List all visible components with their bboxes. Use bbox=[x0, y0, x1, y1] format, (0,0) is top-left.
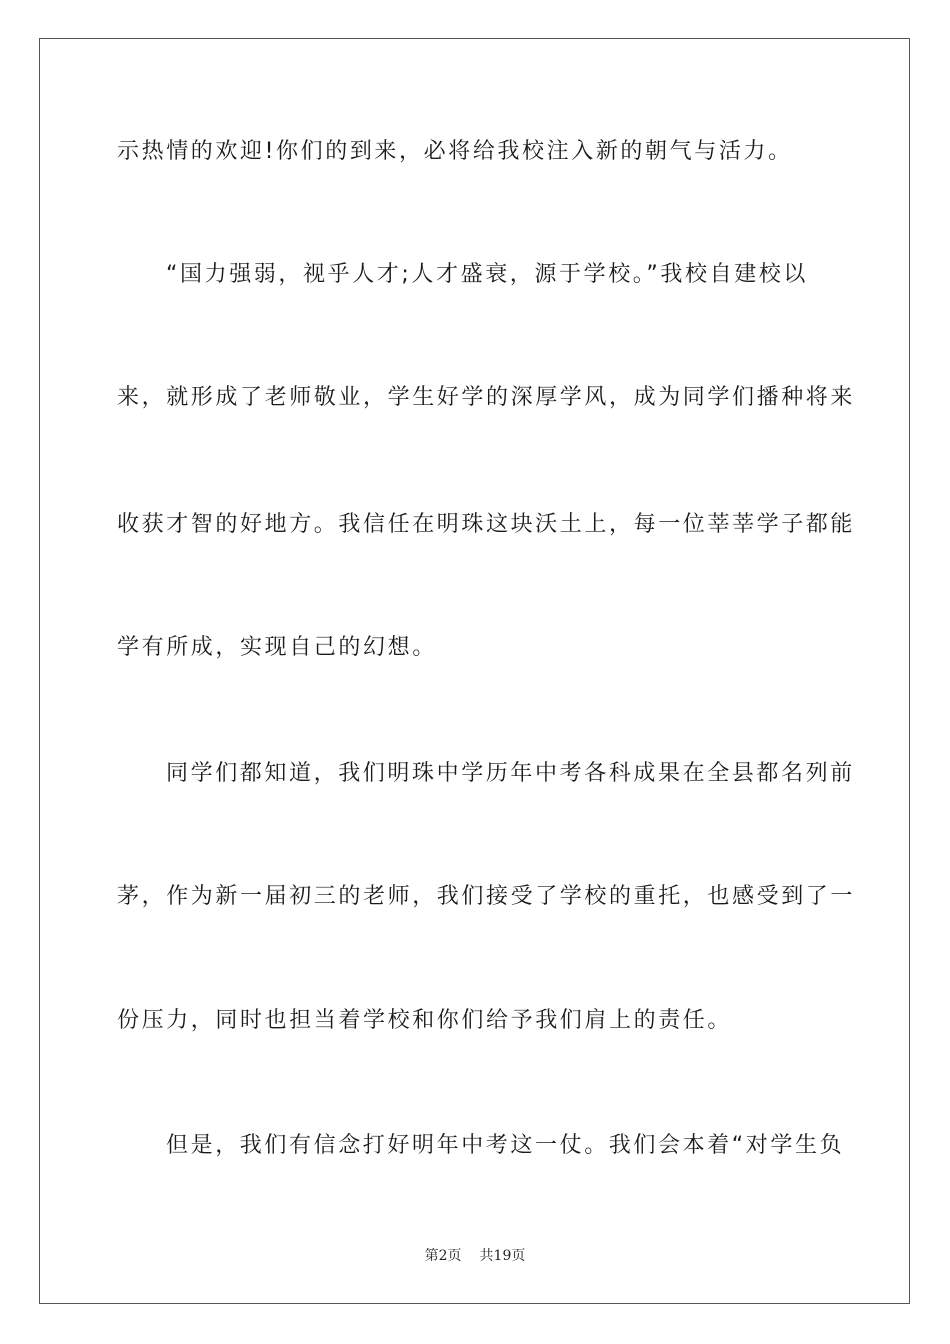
text-line: 份压力，同时也担当着学校和你们给予我们肩上的责任。 bbox=[117, 1008, 733, 1033]
page-number: 第2页 bbox=[424, 1248, 462, 1264]
text-line: 学有所成，实现自己的幻想。 bbox=[117, 635, 437, 660]
text-line: 同学们都知道，我们明珠中学历年中考各科成果在全县都名列前 bbox=[166, 761, 855, 786]
text-line: 但是，我们有信念打好明年中考这一仗。我们会本着“对学生负 bbox=[166, 1133, 845, 1158]
text-line: 收获才智的好地方。我信任在明珠这块沃土上，每一位莘莘学子都能 bbox=[117, 512, 856, 537]
page-frame bbox=[39, 38, 910, 1304]
text-line: 茅，作为新一届初三的老师，我们接受了学校的重托，也感受到了一 bbox=[117, 884, 856, 909]
text-line: “国力强弱，视乎人才;人才盛衰，源于学校。”我校自建校以 bbox=[166, 262, 809, 287]
page-footer bbox=[0, 1245, 950, 1265]
page-total: 共19页 bbox=[479, 1248, 526, 1264]
text-line: 示热情的欢迎!你们的到来，必将给我校注入新的朝气与活力。 bbox=[117, 139, 793, 164]
text-line: 来，就形成了老师敬业，学生好学的深厚学风，成为同学们播种将来 bbox=[117, 385, 856, 410]
